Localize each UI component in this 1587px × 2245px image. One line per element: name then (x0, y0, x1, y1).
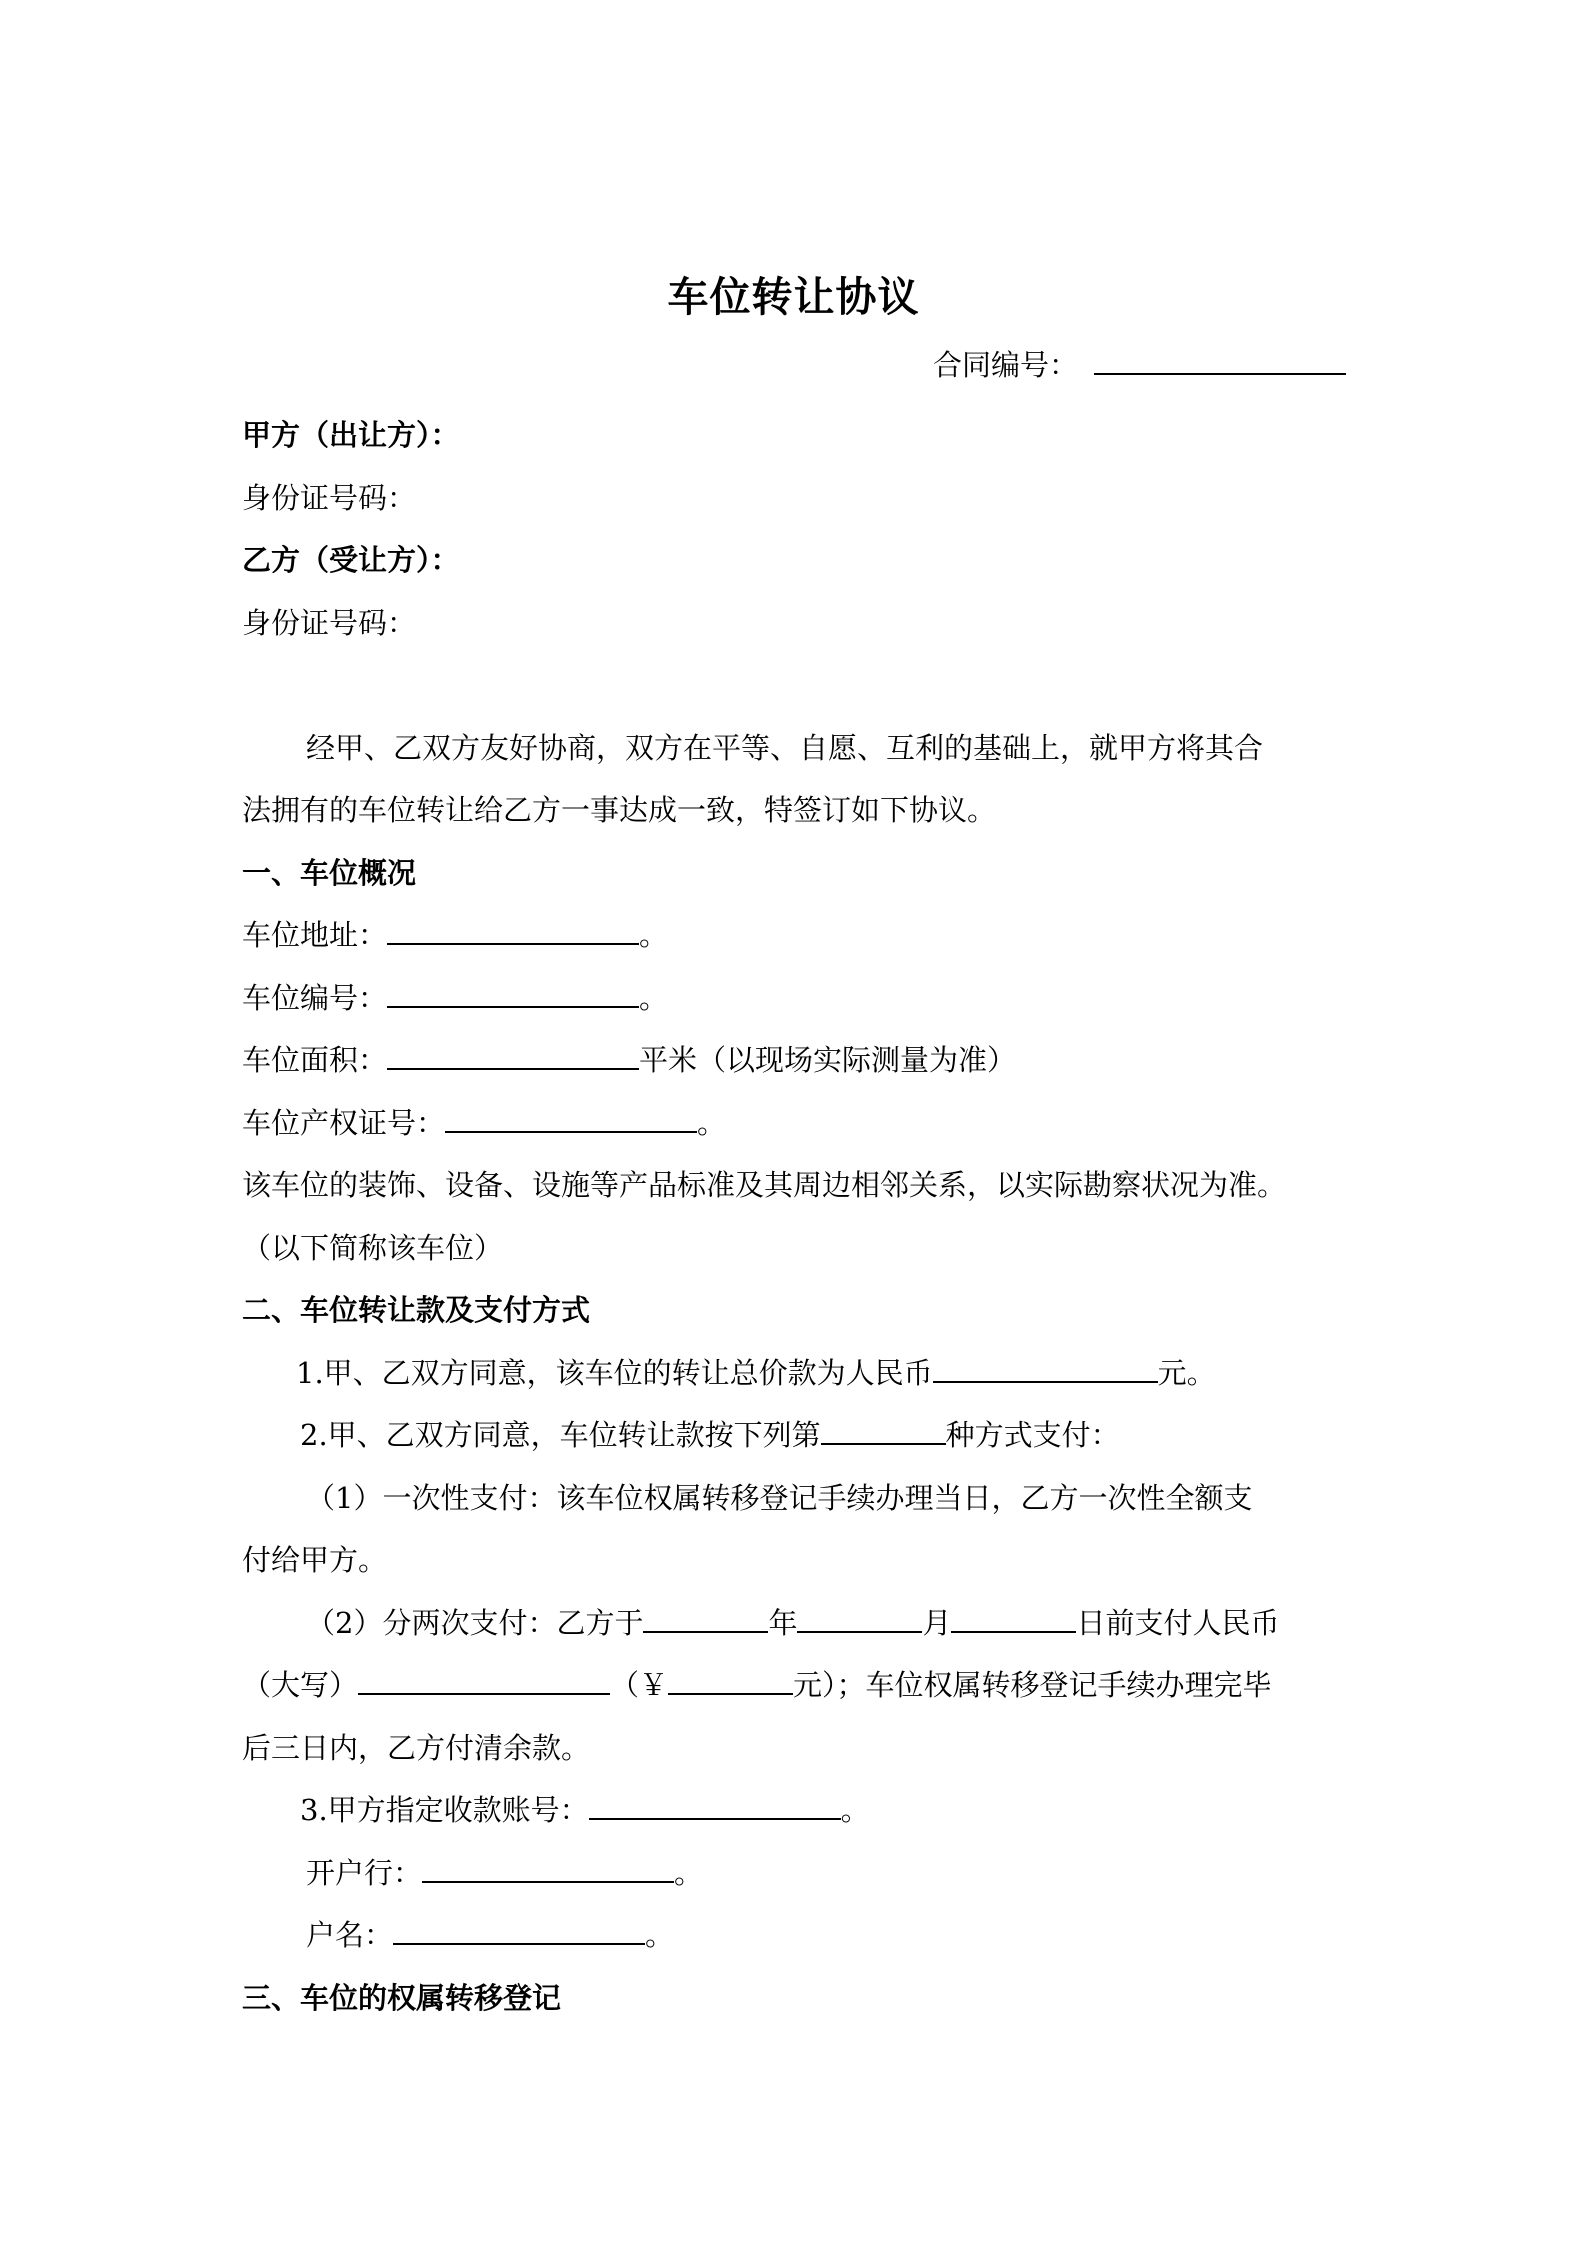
preamble-line-1: 经甲、乙双方友好协商，双方在平等、自愿、互利的基础上，就甲方将其合 (306, 731, 1264, 765)
item-1-suffix: 元。 (1157, 1356, 1216, 1390)
party-b-label: 乙方（受让方）： (242, 543, 460, 577)
option-2-line-2 (242, 1665, 1272, 1705)
total-price-blank[interactable] (933, 1353, 1158, 1383)
year-label: 年 (768, 1606, 798, 1640)
parking-address-blank[interactable] (387, 915, 639, 945)
section-1-note-line-2: （以下简称该车位） (242, 1231, 504, 1265)
period: 。 (639, 981, 669, 1015)
year-blank[interactable] (643, 1603, 768, 1633)
payment-method-blank[interactable] (821, 1415, 946, 1445)
option-2-line-1 (306, 1603, 1280, 1643)
property-cert-label: 车位产权证号： (242, 1106, 446, 1140)
amount-yuan-prefix: （￥ (610, 1668, 669, 1702)
day-suffix: 日前支付人民币 (1076, 1606, 1280, 1640)
holder-label: 户名： (306, 1918, 394, 1952)
property-cert-row (242, 1103, 726, 1143)
item-2-row (300, 1415, 1120, 1455)
period: 。 (639, 918, 669, 952)
item-1-prefix: 1.甲、乙双方同意，该车位的转让总价款为人民币 (296, 1356, 933, 1390)
option-1-line-1: （1）一次性支付：该车位权属转移登记手续办理当日，乙方一次性全额支 (306, 1481, 1253, 1515)
parking-address-label: 车位地址： (242, 918, 388, 952)
holder-row (306, 1915, 674, 1955)
day-blank[interactable] (951, 1603, 1076, 1633)
parking-area-blank[interactable] (387, 1040, 639, 1070)
item-2-suffix: 种方式支付： (945, 1418, 1120, 1452)
period: 。 (674, 1856, 704, 1890)
section-1-heading: 一、车位概况 (242, 856, 417, 890)
item-2-prefix: 2.甲、乙双方同意，车位转让款按下列第 (300, 1418, 821, 1452)
option-2-line-3: 后三日内，乙方付清余款。 (242, 1731, 591, 1765)
account-row (300, 1790, 870, 1830)
party-a-id-label: 身份证号码： (242, 481, 417, 515)
bank-label: 开户行： (306, 1856, 423, 1890)
contract-number-label: 合同编号： (933, 348, 1079, 382)
parking-area-suffix: 平米（以现场实际测量为准） (639, 1043, 1017, 1077)
period: 。 (645, 1918, 675, 1952)
amount-words-label: （大写） (242, 1668, 359, 1702)
holder-blank[interactable] (393, 1915, 645, 1945)
section-2-heading: 二、车位转让款及支付方式 (242, 1293, 591, 1327)
party-b-id-label: 身份证号码： (242, 606, 417, 640)
bank-blank[interactable] (422, 1853, 674, 1883)
parking-number-label: 车位编号： (242, 981, 388, 1015)
option-1-line-2: 付给甲方。 (242, 1543, 388, 1577)
period: 。 (840, 1793, 870, 1827)
option-2-prefix: （2）分两次支付：乙方于 (306, 1606, 644, 1640)
section-1-note-line-1: 该车位的装饰、设备、设施等产品标准及其周边相邻关系，以实际勘察状况为准。 (242, 1168, 1287, 1202)
parking-address-row (242, 915, 668, 955)
parking-number-blank[interactable] (387, 978, 639, 1008)
option-2-line-2-suffix: 元）；车位权属转移登记手续办理完毕 (793, 1668, 1272, 1702)
parking-area-row (242, 1040, 1016, 1080)
contract-number-row (933, 345, 1346, 385)
month-label: 月 (922, 1606, 952, 1640)
amount-words-blank[interactable] (358, 1665, 610, 1695)
preamble-line-2: 法拥有的车位转让给乙方一事达成一致，特签订如下协议。 (242, 793, 997, 827)
bank-row (306, 1853, 703, 1893)
amount-number-blank[interactable] (668, 1665, 793, 1695)
parking-number-row (242, 978, 668, 1018)
month-blank[interactable] (797, 1603, 922, 1633)
property-cert-blank[interactable] (445, 1103, 697, 1133)
contract-number-blank[interactable] (1094, 345, 1346, 375)
party-a-label: 甲方（出让方）： (242, 418, 460, 452)
item-1-row (296, 1353, 1216, 1393)
document-title: 车位转让协议 (667, 273, 920, 321)
account-blank[interactable] (589, 1790, 841, 1820)
parking-area-label: 车位面积： (242, 1043, 388, 1077)
section-3-heading: 三、车位的权属转移登记 (242, 1981, 562, 2015)
account-label: 3.甲方指定收款账号： (300, 1793, 589, 1827)
period: 。 (697, 1106, 727, 1140)
